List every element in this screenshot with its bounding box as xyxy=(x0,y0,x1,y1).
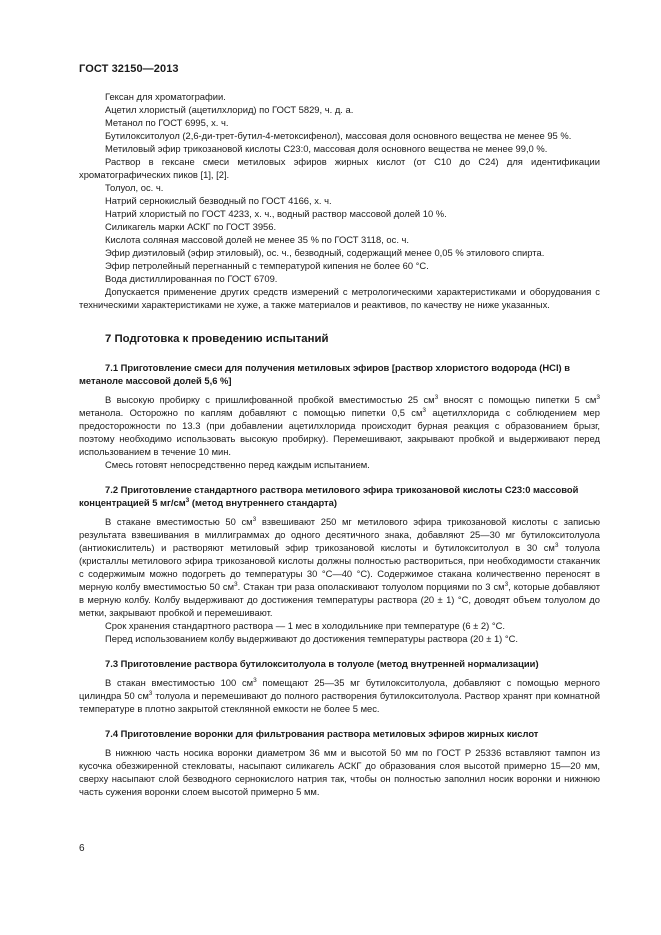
reagent-list xyxy=(79,90,600,311)
subsection-7-3-title: 7.3 Приготовление раствора бутилокситолуола в толуоле (метод внутренней нормализации) xyxy=(105,658,539,669)
subsection-7-3-paragraph-1: В стакан вместимостью 100 $см^3$ помещают 25—35 мг бутилокситолуола, добавляют с помощью мерного цилиндра 50 $см^3$ толуола и перемешивают до полного растворения бутилокситолуола. Раствор хранят при комнатной температуре в плотно закрытой стеклянной емкости не более 5 мес. xyxy=(79,677,600,714)
subsection-7-2-paragraph-3: Перед использованием колбу выдерживают до достижения температуры раствора (20 ± 1) °С. xyxy=(105,633,519,644)
reagent-item: Натрий сернокислый безводный по ГОСТ 4166, х. ч. xyxy=(105,195,332,206)
reagent-item: Эфир петролейный перегнанный с температурой кипения не более 60 °С. xyxy=(105,260,429,271)
subsection-7-1-paragraph-1: В высокую пробирку с пришлифованной пробкой вместимостью 25 $см^3$ вносят с помощью пипетки 5 $см^3$ метанола. Осторожно по каплям добавляют с помощью пипетки 0,5 $см^3$ ацетилхлорида с соблюдением мер предосторожности по 13.3 (при добавлении ацетилхлорида происходит бурная реакция с образованием брызг, поэтому необходимо использовать высокую пробирку). Перемешивают, закрывают пробкой и выдерживают перед использованием в течение 10 мин. xyxy=(79,394,600,457)
reagent-item: Вода дистиллированная по ГОСТ 6709. xyxy=(105,273,278,284)
reagent-item: Метанол по ГОСТ 6995, х. ч. xyxy=(105,117,229,128)
reagent-item: Натрий хлористый по ГОСТ 4233, х. ч., водный раствор массовой долей 10 %. xyxy=(105,208,447,219)
reagent-item: Раствор в гексане смеси метиловых эфиров жирных кислот (от С10 до С24) для идентификации хроматографических пиков [1], [2]. xyxy=(79,156,600,180)
reagent-item: Толуол, ос. ч. xyxy=(105,182,164,193)
reagent-item: Метиловый эфир трикозановой кислоты С23:0, массовая доля основного вещества не менее 99,0 %. xyxy=(105,143,548,154)
subsection-7-1-paragraph-2: Смесь готовят непосредственно перед каждым испытанием. xyxy=(105,459,370,470)
document-code-header: ГОСТ 32150—2013 xyxy=(79,63,179,75)
reagent-item: Ацетил хлористый (ацетилхлорид) по ГОСТ 5829, ч. д. а. xyxy=(105,104,354,115)
page-number: 6 xyxy=(79,843,85,854)
reagent-item: Гексан для хроматографии. xyxy=(105,91,226,102)
subsection-7-2-title: 7.2 Приготовление стандартного раствора метилового эфира трикозановой кислоты С23:0 массовой концентрацией 5 $мг/см^3$ (метод внутреннего стандарта) xyxy=(79,484,579,508)
subsection-7-2-paragraph-1: В стакане вместимостью 50 $см^3$ взвешивают 250 мг метилового эфира трикозановой кислоты с записью результата взвешивания в миллиграммах до одного десятичного знака, добавляют 25—30 мг бутилокситолуола (антиокислитель) и растворяют метиловый эфир трикозановой кислоты и бутилокситолуол в 30 $см^3$ толуола (кристаллы метилового эфира трикозановой кислоты должны полностью раствориться, при необходимости стаканчик с содержимым можно подогреть до температуры 30 °С—40 °С). Содержимое стакана количественно переносят в мерную колбу вместимостью 50 $см^3$. Стакан три раза ополаскивают толуолом порциями по 3 $см^3$, которые добавляют в мерную колбу. Колбу выдерживают до достижения температуры раствора (20 ± 1) °С, доводят объем толуолом до метки, закрывают пробкой и перемешивают. xyxy=(79,516,600,618)
subsection-7-1-title: 7.1 Приготовление смеси для получения метиловых эфиров [раствор хлористого водорода (HCl) в метаноле массовой долей 5,6 %] xyxy=(79,362,571,386)
section-7-title: 7 Подготовка к проведению испытаний xyxy=(105,333,329,345)
page-content xyxy=(79,90,600,798)
subsection-7-4-title: 7.4 Приготовление воронки для фильтрования раствора метиловых эфиров жирных кислот xyxy=(105,728,539,739)
subsection-7-2-paragraph-2: Срок хранения стандартного раствора — 1 мес в холодильнике при температуре (6 ± 2) °С. xyxy=(105,620,505,631)
reagent-item: Бутилокситолуол (2,6-ди-трет-бутил-4-метоксифенол), массовая доля основного вещества не менее 95 %. xyxy=(105,130,572,141)
reagent-item: Эфир диэтиловый (эфир этиловый), ос. ч., безводный, содержащий менее 0,05 % этилового спирта. xyxy=(105,247,545,258)
reagent-item: Кислота соляная массовой долей не менее 35 % по ГОСТ 3118, ос. ч. xyxy=(105,234,410,245)
reagent-item: Допускается применение других средств измерений с метрологическими характеристиками и оборудования с техническими характеристиками не хуже, а также материалов и реактивов, по качеству не ниже указанных. xyxy=(79,286,600,310)
subsection-7-4-paragraph-1: В нижнюю часть носика воронки диаметром 36 мм и высотой 50 мм по ГОСТ Р 25336 вставляют тампон из кусочка обезжиренной стекловаты, насыпают силикагель АСКГ до образования слоя высотой примерно 15—20 мм, сверху насыпают слой безводного сернокислого натрия так, чтобы он полностью заполнил носик воронки и нижнюю часть сужения воронки слоем высотой примерно 5 мм. xyxy=(79,747,600,797)
reagent-item: Силикагель марки АСКГ по ГОСТ 3956. xyxy=(105,221,277,232)
